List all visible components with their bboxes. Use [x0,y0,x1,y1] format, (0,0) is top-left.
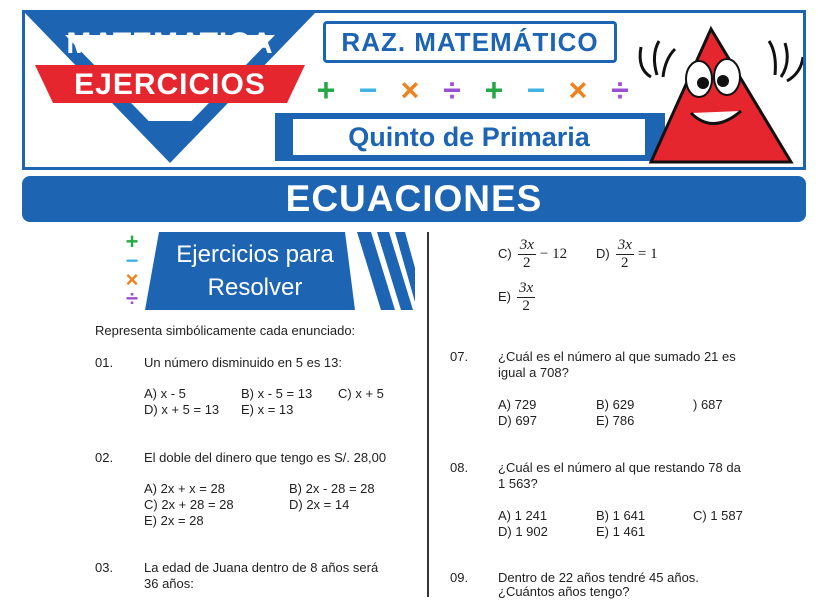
times-icon: × [400,72,420,108]
option-a: A) x - 5 [144,386,186,401]
minus-icon: − [526,72,546,108]
option-b: B) 2x - 28 = 28 [289,481,375,496]
fraction-denominator: 2 [621,254,629,271]
fraction-rest: − 12 [539,245,568,262]
times-icon: × [568,72,588,108]
fraction [517,280,535,315]
option-label: C) [498,246,512,261]
minus-icon: − [358,72,378,108]
option-c: C) 2x + 28 = 28 [144,497,234,512]
plus-icon: + [316,72,336,108]
brand-line-1: MATEMATICA [66,27,274,60]
question-number: 09. [450,570,469,585]
question-number: 03. [95,560,114,575]
option-d: D) 2x = 14 [289,497,350,512]
question-number: 08. [450,460,469,475]
page-title: ECUACIONES [22,176,806,222]
question-text-line-2: 1 563? [498,476,538,491]
question-text-line-1: ¿Cuál es el número al que sumado 21 es [498,349,736,364]
option-a: A) 2x + x = 28 [144,481,225,496]
fraction-denominator: 2 [522,297,530,314]
section-title-line-1: Ejercicios para [176,241,334,268]
option-a: A) 729 [498,397,537,412]
fraction-rest: = 1 [637,245,658,262]
plus-icon: + [484,72,504,108]
fraction-numerator: 3x [519,279,534,296]
section-badge [115,229,415,311]
option-e: E) 786 [596,413,635,428]
option-c-fraction [498,234,567,274]
fraction-numerator: 3x [519,236,534,253]
question-text-line-1: ¿Cuál es el número al que restando 78 da [498,460,741,475]
divide-icon: ÷ [125,286,139,311]
option-d: D) 697 [498,413,538,428]
fraction [616,237,634,272]
option-e: E) x = 13 [241,402,294,417]
fraction [518,237,536,272]
brand-line-2: EJERCICIOS [74,68,266,101]
divide-icon: ÷ [611,72,629,108]
question-number: 02. [95,450,114,465]
question-number: 01. [95,355,114,370]
option-e: E) 1 461 [596,524,646,539]
instruction-text: Representa simbólicamente cada enunciado: [95,323,356,338]
option-c: C) x + 5 [338,386,384,401]
minus-icon: − [125,248,139,273]
fraction-numerator: 3x [617,236,632,253]
operator-stack [119,229,145,311]
option-d: D) x + 5 = 13 [144,402,220,417]
question-number: 07. [450,349,469,364]
section-title-line-2: Resolver [207,274,303,301]
option-c: C) 1 587 [693,508,743,523]
option-label: E) [498,289,511,304]
option-c: ) 687 [693,397,723,412]
header-banner [22,10,806,170]
option-e: E) 2x = 28 [144,513,204,528]
question-text-line-2: 36 años: [144,576,194,591]
question-text-line-2: igual a 708? [498,365,569,380]
grade-banner [275,113,665,161]
question-text-line-1: Dentro de 22 años tendré 45 años. [498,570,699,585]
subject-label: RAZ. MATEMÁTICO [323,21,617,63]
question-text-line-2: ¿Cuántos años tengo? [498,584,630,599]
question-text: Un número disminuido en 5 es 13: [144,355,343,370]
question-text-line-1: La edad de Juana dentro de 8 años será [144,560,379,575]
plus-icon: + [125,229,139,254]
option-d-fraction [596,234,658,274]
question-text: El doble del dinero que tengo es S/. 28,00 [144,450,387,465]
operator-row [305,72,645,108]
fraction-denominator: 2 [523,254,531,271]
option-b: B) 629 [596,397,635,412]
option-label: D) [596,246,610,261]
option-b: B) 1 641 [596,508,646,523]
column-divider [427,232,429,597]
section-title [155,238,355,304]
times-icon: × [125,267,139,292]
option-a: A) 1 241 [498,508,548,523]
grade-label: Quinto de Primaria [293,119,645,155]
option-e-fraction [498,277,535,317]
option-b: B) x - 5 = 13 [241,386,313,401]
option-d: D) 1 902 [498,524,548,539]
divide-icon: ÷ [443,72,461,108]
triangle-mascot-icon [631,17,806,167]
